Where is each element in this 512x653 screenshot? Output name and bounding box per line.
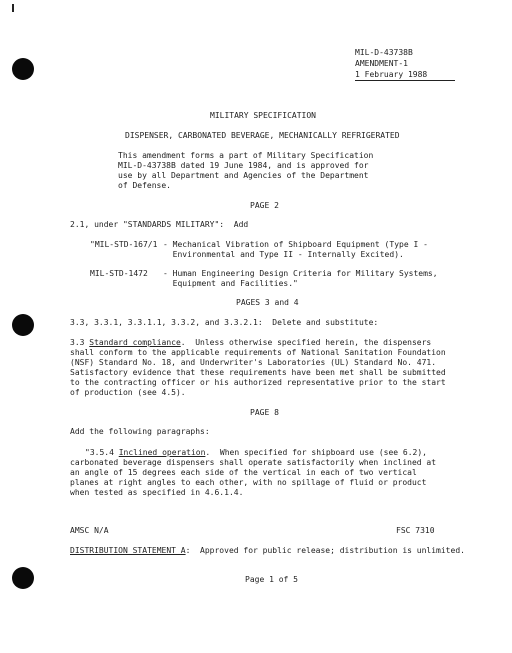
paragraph-line: carbonated beverage dispensers shall operate satisfactorily when inclined at	[70, 458, 437, 467]
paragraph-line: (NSF) Standard No. 18, and Underwriter's Laboratories (UL) Standard No. 471.	[70, 358, 437, 367]
page-number: Page 1 of 5	[245, 575, 298, 584]
paragraph-line: of production (see 4.5).	[70, 388, 186, 397]
standard-desc: Environmental and Type II - Internally Excited).	[163, 250, 404, 259]
punch-hole-top	[12, 58, 34, 80]
punch-hole-middle	[12, 314, 34, 336]
paragraph-line: an angle of 15 degrees each side of the vertical in each of two vertical	[70, 468, 417, 477]
spec-subject: DISPENSER, CARBONATED BEVERAGE, MECHANICALLY REFRIGERATED	[125, 131, 400, 140]
amendment-label: AMENDMENT-1	[355, 59, 408, 68]
paragraph-line: when tested as specified in 4.6.1.4.	[70, 488, 244, 497]
intro-line: This amendment forms a part of Military Specification	[118, 151, 374, 160]
intro-line: use by all Department and Agencies of the Department	[118, 171, 369, 180]
standard-id: "MIL-STD-167/1	[90, 240, 158, 249]
distribution-statement	[70, 546, 465, 556]
paragraph-line: to the contracting officer or his authorized representative prior to the start	[70, 378, 446, 387]
distribution-label: DISTRIBUTION STATEMENT A	[70, 546, 186, 555]
amendment-date: 1 February 1988	[355, 70, 428, 79]
scan-mark	[12, 4, 14, 12]
paragraph-line: Satisfactory evidence that these requirements have been met shall be submitted	[70, 368, 446, 377]
paragraph-title: Inclined operation	[118, 448, 206, 457]
standard-desc: - Human Engineering Design Criteria for Military Systems,	[163, 269, 438, 278]
paragraph-first-line	[85, 448, 427, 458]
paragraph-number: 3.3	[70, 338, 90, 347]
amsc-number: AMSC N/A	[70, 526, 109, 535]
paragraph-first-line	[70, 338, 431, 348]
paragraph-text: . When specified for shipboard use (see 6.2),	[205, 448, 427, 457]
doc-id: MIL-D-43738B	[355, 48, 413, 57]
page-heading: PAGE 2	[250, 201, 279, 210]
fsc-number: FSC 7310	[396, 526, 435, 535]
page-heading: PAGE 8	[250, 408, 279, 417]
instruction: 2.1, under "STANDARDS MILITARY": Add	[70, 220, 249, 229]
paragraph-line: shall conform to the applicable requirements of National Sanitation Foundation	[70, 348, 446, 357]
date-underline	[355, 80, 455, 81]
standard-desc: - Mechanical Vibration of Shipboard Equipment (Type I -	[163, 240, 428, 249]
standard-id: MIL-STD-1472	[90, 269, 148, 278]
standard-desc: Equipment and Facilities."	[163, 279, 298, 288]
punch-hole-bottom	[12, 567, 34, 589]
paragraph-number: "3.5.4	[85, 448, 119, 457]
intro-line: of Defense.	[118, 181, 171, 190]
instruction: Add the following paragraphs:	[70, 427, 210, 436]
paragraph-title: Standard compliance	[89, 338, 181, 347]
paragraph-line: planes at right angles to each other, with no spillage of fluid or product	[70, 478, 427, 487]
spec-type: MILITARY SPECIFICATION	[210, 111, 316, 120]
intro-line: MIL-D-43738B dated 19 June 1984, and is approved for	[118, 161, 369, 170]
distribution-text: : Approved for public release; distribution is unlimited.	[185, 546, 465, 555]
page-heading: PAGES 3 and 4	[236, 298, 299, 307]
paragraph-text: . Unless otherwise specified herein, the dispensers	[180, 338, 432, 347]
instruction: 3.3, 3.3.1, 3.3.1.1, 3.3.2, and 3.3.2.1: Delete and substitute:	[70, 318, 379, 327]
